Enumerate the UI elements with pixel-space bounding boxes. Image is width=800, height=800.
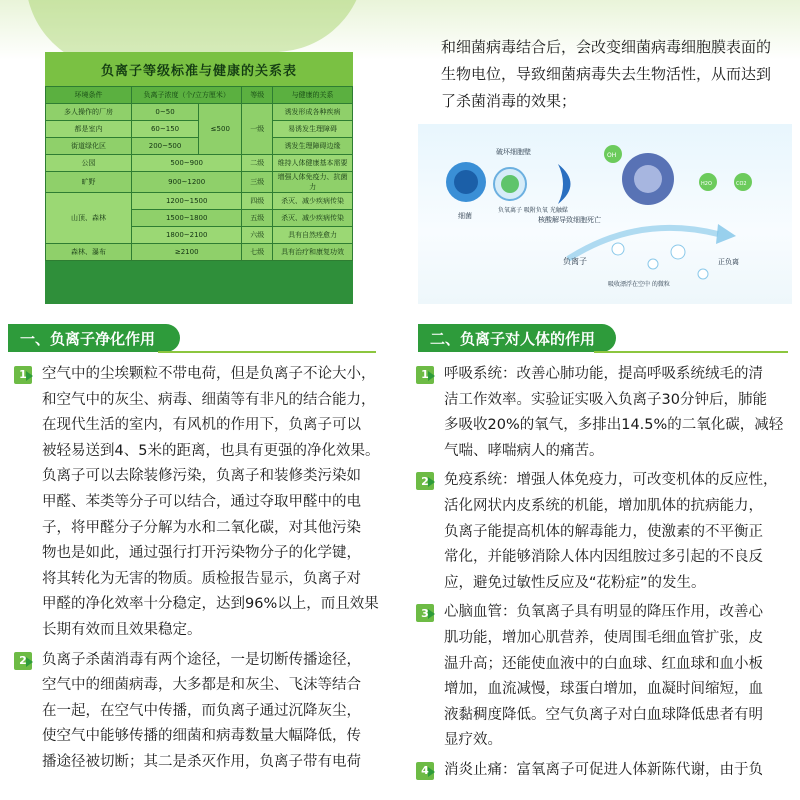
table-cell: 诱发形成各种疾病 (273, 104, 353, 121)
text-line: 使空气中能够传播的细菌和病毒数量大幅降低，传 (42, 728, 361, 745)
dust-particle (671, 245, 685, 259)
text-line: 温升高；还能使血液中的白血球、红血球和血小板 (444, 655, 763, 672)
cell-wall-fragment (558, 164, 571, 204)
left-column (12, 362, 382, 776)
table-cell: 旷野 (46, 172, 132, 193)
table-cell: 1500~1800 (131, 210, 242, 227)
text-line: 免疫系统：增强人体免疫力，可改变机体的反应性， (444, 472, 778, 489)
table-cell: ≥2100 (131, 244, 242, 261)
text-line: 播途径被切断；其二是杀灭作用，负离子带有电荷 (42, 753, 361, 770)
text-line: 负离子可以去除装修污染，负离子和装修类污染如 (42, 468, 361, 485)
text-line: 了杀菌消毒的效果； (441, 92, 577, 110)
text-line: 长期有效而且效果稳定。 (42, 621, 202, 638)
text-line: 气喘、哮喘病人的痛苦。 (444, 442, 604, 459)
table-header: 等级 (242, 87, 273, 104)
text-line: 在一起，在空气中传播，而负离子通过沉降灰尘， (42, 702, 361, 719)
text-line: 在现代生活的室内，有风机的作用下，负离子可以 (42, 417, 361, 434)
table-cell: 七级 (242, 244, 273, 261)
number-badge (416, 472, 434, 490)
right-section-header (418, 320, 786, 356)
text-line: 应，避免过敏性反应及“花粉症”的发生。 (444, 574, 706, 591)
badge-number: 1 (19, 368, 27, 382)
table-grid (45, 86, 353, 261)
table-cell: 200~500 (131, 138, 198, 155)
number-badge (416, 366, 434, 384)
table-cell: 二级 (242, 155, 273, 172)
text-line: 液黏稠度降低。空气负离子对白血球降低患者有明 (444, 706, 763, 723)
label-kill: 核酸解导致细胞死亡 (538, 216, 601, 224)
table-cell: 五级 (242, 210, 273, 227)
table-cell: 杀灭、减少疾病传染 (273, 210, 353, 227)
dust-particle (612, 243, 624, 255)
list-item (414, 362, 790, 464)
right-column (414, 362, 790, 784)
text-line: 洁工作效率。实验证实吸入负离子30分钟后，肺能 (444, 391, 767, 408)
label-co2: CO2 (736, 181, 747, 187)
diagram-svg (418, 124, 792, 304)
table-cell: ≤500 (199, 104, 242, 155)
bacteria-core (454, 170, 478, 194)
section-title: 一、负离子净化作用 (8, 324, 180, 352)
badge-number: 2 (421, 474, 429, 488)
text-line: 甲醛、苯类等分子可以结合，通过夺取甲醛中的电 (42, 493, 361, 510)
table-cell: 山顶、森林 (46, 193, 132, 244)
table-cell: 森林、瀑布 (46, 244, 132, 261)
text-line: 肌功能，增加心肌营养，使周围毛细血管扩张，皮 (444, 629, 763, 646)
list-item (12, 648, 382, 776)
text-line: 空气中的细菌病毒，大多都是和灰尘、飞沫等结合 (42, 677, 361, 694)
text-line: 和空气中的灰尘、病毒、细菌等有非凡的结合能力， (42, 391, 376, 408)
table-cell: 1200~1500 (131, 193, 242, 210)
badge-number: 1 (421, 368, 429, 382)
ion-level-table (45, 52, 353, 304)
label-oh: OH (607, 152, 617, 159)
text-line: 增加，血流减慢，球蛋白增加，血凝时间缩短，血 (444, 681, 763, 698)
label-dust: 吸收漂浮在空中 的微粒 (608, 281, 670, 288)
table-header-row (46, 87, 353, 104)
text-line: 心脑血管：负氧离子具有明显的降压作用，改善心 (444, 604, 763, 621)
text-line: 生物电位，导致细菌病毒失去生物活性，从而达到 (441, 65, 772, 83)
table-cell: 0~50 (131, 104, 198, 121)
number-badge (416, 762, 434, 780)
label-pos-ion: 正负离 (718, 258, 739, 266)
dead-cell-core (634, 165, 662, 193)
table-cell: 一级 (242, 104, 273, 155)
text-line: 甲醛的净化效率十分稳定，达到96%以上，而且效果 (42, 596, 379, 613)
table-cell: 维持人体健康基本需要 (273, 155, 353, 172)
table-row (46, 155, 353, 172)
table-cell: 都是室内 (46, 121, 132, 138)
table-cell: 六级 (242, 227, 273, 244)
number-badge (14, 652, 32, 670)
table-cell: 60~150 (131, 121, 198, 138)
label-neg-ion: 负离子 (563, 257, 587, 266)
table-cell: 1800~2100 (131, 227, 242, 244)
text-line: 活化网状内皮系统的机能，增加肌体的抗病能力， (444, 497, 763, 514)
flow-arrow (568, 228, 718, 259)
table-row (46, 172, 353, 193)
text-line: 空气中的尘埃颗粒不带电荷，但是负离子不论大小， (42, 366, 376, 382)
left-section-header (8, 320, 376, 356)
label-h2o: H2O (701, 181, 712, 187)
text-line: 呼吸系统：改善心肺功能，提高呼吸系统绒毛的清 (444, 366, 763, 382)
section-title: 二、负离子对人体的作用 (418, 324, 616, 352)
list-item (414, 468, 790, 596)
section-underline (594, 351, 788, 353)
table-cell: 杀灭、减少疾病传染 (273, 193, 353, 210)
number-badge (14, 366, 32, 384)
section-underline (158, 351, 376, 353)
dust-particle (648, 259, 658, 269)
list-item (414, 758, 790, 784)
text-line: 被轻易送到4、5米的距离，也具有更强的净化效果。 (42, 442, 380, 459)
number-badge (416, 604, 434, 622)
table-row (46, 104, 353, 121)
table-cell: 三级 (242, 172, 273, 193)
table-row (46, 193, 353, 210)
ion-attach-core (501, 175, 519, 193)
list-item (12, 362, 382, 644)
text-line: 显疗效。 (444, 732, 502, 749)
table-header: 环境条件 (46, 87, 132, 104)
right-intro-text (441, 34, 791, 115)
table-cell: 900~1200 (131, 172, 242, 193)
text-line: 常化，并能够消除人体内因组胺过多引起的不良反 (444, 549, 763, 566)
table-cell: 增强人体免疫力、抗菌力 (273, 172, 353, 193)
table-cell: 具有治疗和康复功效 (273, 244, 353, 261)
text-line: 物也是如此，通过强行打开污染物分子的化学键， (42, 545, 361, 562)
label-destroy: 破坏细胞壁 (496, 148, 531, 156)
label-bacteria: 细菌 (458, 212, 472, 220)
table-header: 与健康的关系 (273, 87, 353, 104)
table-cell: 诱发生理障碍边缘 (273, 138, 353, 155)
list-item (414, 600, 790, 754)
table-cell: 易诱发生理障碍 (273, 121, 353, 138)
dust-particle (698, 269, 708, 279)
table-cell: 500~900 (131, 155, 242, 172)
arrow-head (716, 224, 736, 244)
table-cell: 公园 (46, 155, 132, 172)
badge-number: 3 (421, 606, 429, 620)
ion-sterilization-diagram (418, 124, 792, 304)
text-line: 多吸收20%的氧气，多排出14.5%的二氧化碳，减轻 (444, 417, 784, 434)
text-line: 消炎止痛：富氧离子可促进人体新陈代谢，由于负 (444, 761, 763, 778)
table-cell: 多人操作的厂房 (46, 104, 132, 121)
text-line: 子，将甲醛分子分解为水和二氧化碳，对其他污染 (42, 519, 361, 536)
badge-number: 4 (421, 764, 429, 778)
text-line: 将其转化为无害的物质。质检报告显示，负离子对 (42, 570, 361, 587)
table-cell: 具有自然痊愈力 (273, 227, 353, 244)
table-row (46, 244, 353, 261)
table-header: 负离子浓度（个/立方厘米） (131, 87, 242, 104)
label-ion-bind: 负氧离子 吸附负氧 光触媒 (498, 207, 568, 214)
badge-number: 2 (19, 653, 27, 667)
text-line: 负离子杀菌消毒有两个途径，一是切断传播途径， (42, 651, 361, 668)
table-title: 负离子等级标准与健康的关系表 (45, 52, 353, 86)
table-cell: 街道绿化区 (46, 138, 132, 155)
text-line: 和细菌病毒结合后，会改变细菌病毒细胞膜表面的 (441, 38, 772, 56)
table-cell: 四级 (242, 193, 273, 210)
text-line: 负离子能提高机体的解毒能力，使激素的不平衡正 (444, 523, 763, 540)
